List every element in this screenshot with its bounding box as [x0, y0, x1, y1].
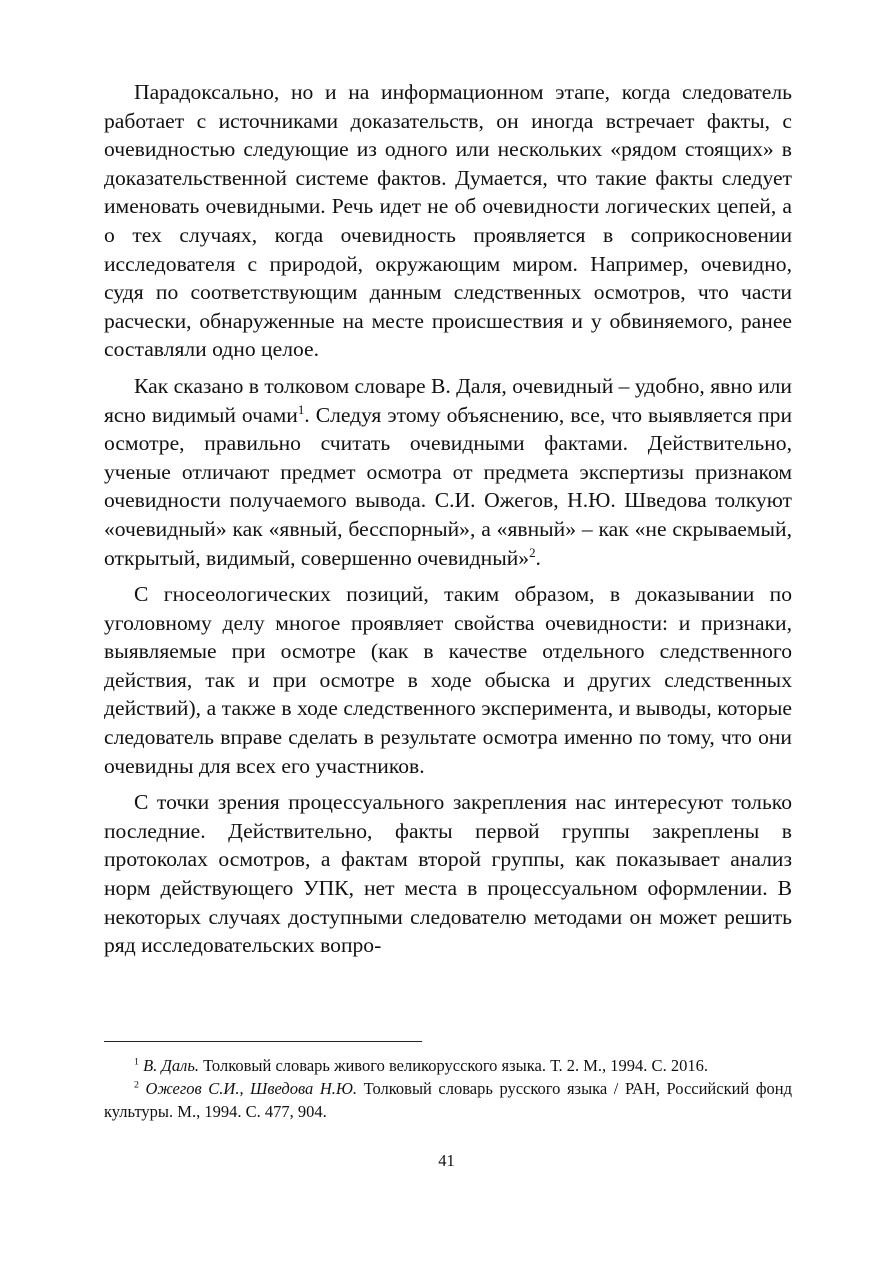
paragraph-2-text-a: Как сказано в толковом словаре В. Даля, очевидный – удобно, явно или ясно видимый очами: [104, 373, 792, 427]
page-number: 41: [438, 1151, 455, 1170]
footnote-2-text: Толковый словарь русского языка / РАН, Российский фонд культуры. М., 1994. С. 477, 904.: [104, 1079, 792, 1121]
main-text: [104, 78, 792, 968]
footnote-divider: [104, 1041, 422, 1042]
paragraph-2-text-b: . Следуя этому объяснению, все, что выявляется при осмотре, правильно считать очевидными фактами. Действительно, ученые отличают предмет осмотра от предмета экспертизы признаком очевидности получаемого вывода. С.И. Ожегов, Н.Ю. Шведова толкуют «очевидный» как «явный, бесспорный», а «явный» – как «не скрываемый, открытый, видимый, совершенно очевидный»: [104, 402, 793, 570]
footnote-ref-1: 1: [297, 401, 305, 417]
paragraph-4: [104, 788, 792, 960]
footnote-2-author: Ожегов С.И., Шведова Н.Ю.: [145, 1079, 358, 1098]
paragraph-3: [104, 580, 792, 780]
paragraph-1-text: Парадоксально, но и на информационном этапе, когда следователь работает с источниками доказательств, он иногда встречает факты, с очевидностью следующие из одного или нескольких «рядом стоящих» в доказательственной системе фактов. Думается, что такие факты следует именовать очевидными. Речь идет не об очевидности логических цепей, а о тех случаях, когда очевидность проявляется в соприкосновении исследователя с природой, окружающим миром. Например, очевидно, судя по соответствующим данным следственных осмотров, что части расчески, обнаруженные на месте происшествия и у обвиняемого, ранее составляли одно целое.: [104, 80, 792, 362]
paragraph-2: [104, 372, 792, 572]
footnote-1-number: 1: [134, 1056, 139, 1068]
paragraph-2-text-c: .: [535, 545, 541, 570]
paragraph-3-text: С гносеологических позиций, таким образом, в доказывании по уголовному делу многое проявляет свойства очевидности: и признаки, выявляемые при осмотре (как в качестве отдельного следственного действия, так и при осмотре в ходе обыска и других следственных действий), а также в ходе следственного эксперимента, и выводы, которые следователь вправе сделать в результате осмотра именно по тому, что они очевидны для всех его участников.: [104, 582, 792, 778]
footnote-1-author: В. Даль.: [143, 1056, 199, 1075]
footnote-1-text: Толковый словарь живого великорусского языка. Т. 2. М., 1994. С. 2016.: [198, 1056, 708, 1075]
footnote-1: [104, 1054, 792, 1077]
footnote-ref-2: 2: [529, 544, 536, 560]
paragraph-1: [104, 78, 792, 364]
footnote-2: [104, 1077, 792, 1123]
paragraph-4-text: С точки зрения процессуального закрепления нас интересуют только последние. Действительно, факты первой группы закреплены в протоколах осмотров, а фактам второй группы, как показывает анализ норм действующего УПК, нет места в процессуальном оформлении. В некоторых случаях доступными следователю методами он может решить ряд исследовательских вопро-: [104, 790, 792, 958]
footnotes: [104, 1054, 792, 1123]
footnote-2-number: 2: [134, 1079, 139, 1091]
